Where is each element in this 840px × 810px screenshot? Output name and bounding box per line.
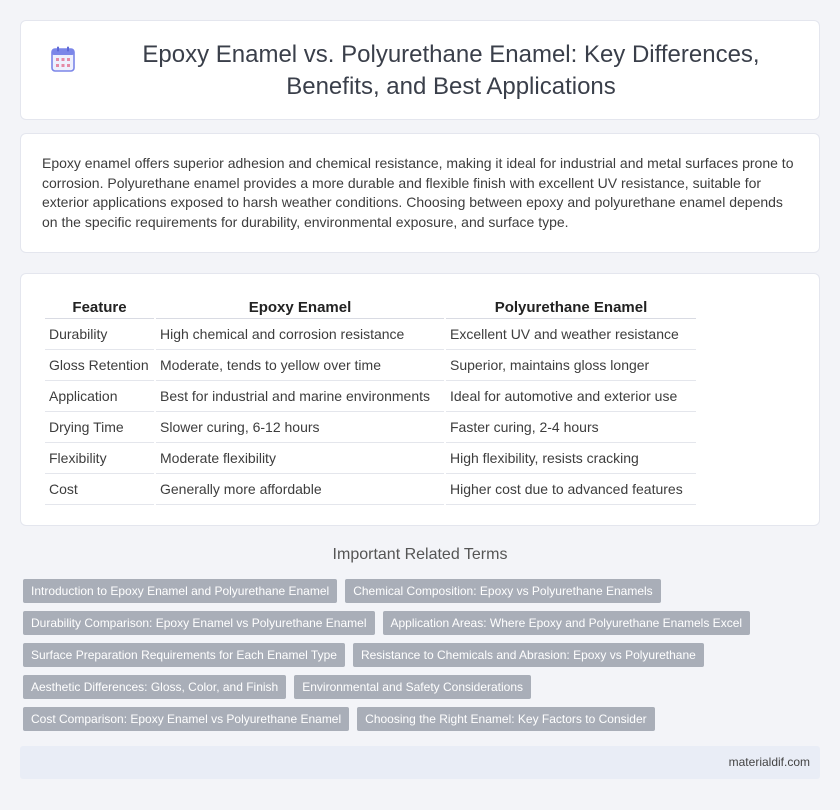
- cell-polyurethane: Ideal for automotive and exterior use: [446, 381, 696, 412]
- header-feature: Feature: [45, 295, 154, 319]
- comparison-table: [43, 295, 698, 505]
- cell-polyurethane: Superior, maintains gloss longer: [446, 350, 696, 381]
- cell-feature: Flexibility: [45, 443, 154, 474]
- cell-feature: Durability: [45, 319, 154, 350]
- comparison-card: [20, 273, 820, 526]
- table-header-row: [45, 295, 696, 319]
- related-terms-list: [23, 579, 823, 739]
- header-epoxy: Epoxy Enamel: [156, 295, 444, 319]
- related-term-link[interactable]: Surface Preparation Requirements for Each Enamel Type: [23, 643, 345, 667]
- cell-polyurethane: Higher cost due to advanced features: [446, 474, 696, 505]
- cell-feature: Gloss Retention: [45, 350, 154, 381]
- cell-epoxy: Slower curing, 6-12 hours: [156, 412, 444, 443]
- cell-epoxy: Best for industrial and marine environments: [156, 381, 444, 412]
- cell-polyurethane: Faster curing, 2-4 hours: [446, 412, 696, 443]
- page-title: Epoxy Enamel vs. Polyurethane Enamel: Key Differences, Benefits, and Best Applications: [142, 41, 760, 100]
- header-card: [20, 20, 820, 120]
- related-term-link[interactable]: Resistance to Chemicals and Abrasion: Epoxy vs Polyurethane: [353, 643, 704, 667]
- related-term-link[interactable]: Environmental and Safety Considerations: [294, 675, 531, 699]
- cell-polyurethane: High flexibility, resists cracking: [446, 443, 696, 474]
- table-row: [45, 474, 696, 505]
- cell-epoxy: High chemical and corrosion resistance: [156, 319, 444, 350]
- footer: [20, 746, 820, 779]
- footer-site-name[interactable]: materialdif.com: [728, 755, 810, 769]
- cell-feature: Cost: [45, 474, 154, 505]
- table-row: [45, 319, 696, 350]
- intro-card: [20, 133, 820, 253]
- related-term-link[interactable]: Chemical Composition: Epoxy vs Polyurethane Enamels: [345, 579, 660, 603]
- related-term-link[interactable]: Cost Comparison: Epoxy Enamel vs Polyurethane Enamel: [23, 707, 349, 731]
- related-term-link[interactable]: Introduction to Epoxy Enamel and Polyurethane Enamel: [23, 579, 337, 603]
- cell-feature: Application: [45, 381, 154, 412]
- related-term-link[interactable]: Durability Comparison: Epoxy Enamel vs Polyurethane Enamel: [23, 611, 375, 635]
- cell-feature: Drying Time: [45, 412, 154, 443]
- header-polyurethane: Polyurethane Enamel: [446, 295, 696, 319]
- cell-epoxy: Generally more affordable: [156, 474, 444, 505]
- cell-epoxy: Moderate flexibility: [156, 443, 444, 474]
- intro-paragraph: Epoxy enamel offers superior adhesion and chemical resistance, making it ideal for industrial and metal surfaces prone to corrosion. Polyurethane enamel provides a more durable and flexible finish with excellent UV resistance, suitable for exterior applications exposed to harsh weather conditions. Choosing between epoxy and polyurethane enamel depends on the specific requirements for durability, environmental exposure, and surface type.: [42, 155, 794, 230]
- cell-epoxy: Moderate, tends to yellow over time: [156, 350, 444, 381]
- table-row: [45, 350, 696, 381]
- related-term-link[interactable]: Aesthetic Differences: Gloss, Color, and Finish: [23, 675, 286, 699]
- related-term-link[interactable]: Application Areas: Where Epoxy and Polyurethane Enamels Excel: [383, 611, 751, 635]
- cell-polyurethane: Excellent UV and weather resistance: [446, 319, 696, 350]
- table-row: [45, 412, 696, 443]
- table-row: [45, 381, 696, 412]
- related-term-link[interactable]: Choosing the Right Enamel: Key Factors to Consider: [357, 707, 654, 731]
- table-row: [45, 443, 696, 474]
- related-terms-heading: Important Related Terms: [332, 546, 508, 563]
